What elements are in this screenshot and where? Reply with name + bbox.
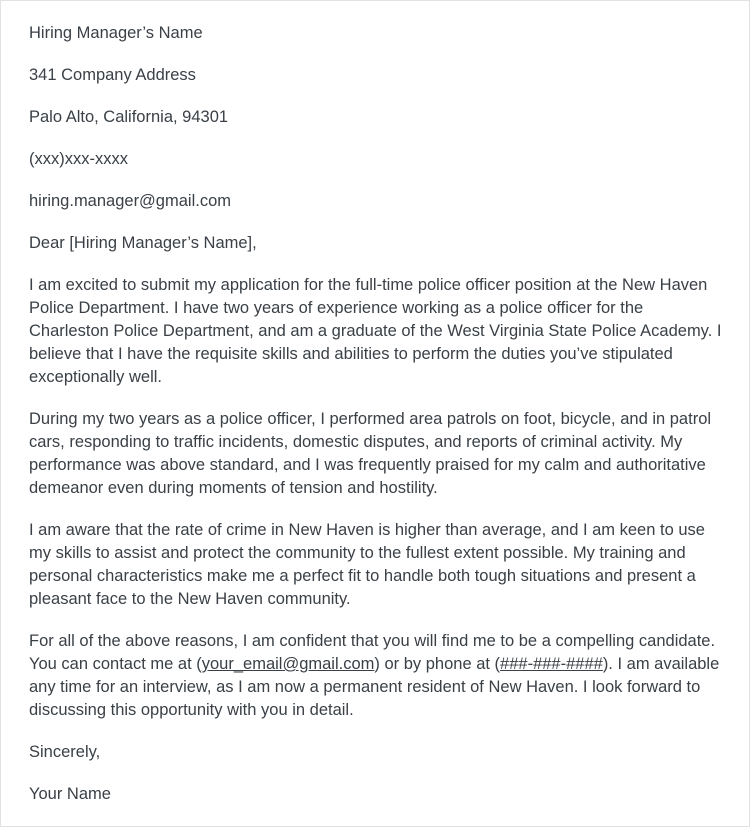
recipient-name: Hiring Manager’s Name <box>29 24 203 42</box>
contact-text-1: For all of the above reasons, I am confident that you will find me to be a compelling candidate. You can contact me at ( <box>29 632 716 673</box>
email-link[interactable]: your_email@gmail.com <box>201 655 375 673</box>
phone-link[interactable]: ###-###-#### <box>500 655 603 673</box>
paragraph-introduction: I am excited to submit my application for the full-time police officer position at the New Haven Police Department. I have two years of experience working as a police officer for the Charleston Police Department, and am a graduate of the West Virginia State Police Academy. I believe that I have the requisite skills and abilities to perform the duties you’ve stipulated exceptionally well. <box>29 276 722 386</box>
paragraph-motivation: I am aware that the rate of crime in New Haven is higher than average, and I am keen to use my skills to assist and protect the community to the fullest extent possible. My training and personal characteristics make me a perfect fit to handle both tough situations and present a pleasant face to the New Haven community. <box>29 521 705 608</box>
city-state-zip: Palo Alto, California, 94301 <box>29 108 229 126</box>
phone-placeholder: (xxx)xxx-xxxx <box>29 150 128 168</box>
paragraph-experience: During my two years as a police officer, I performed area patrols on foot, bicycle, and in patrol cars, responding to traffic incidents, domestic disputes, and reports of criminal activity. My performance was above standard, and I was frequently praised for my calm and authoritative demeanor even during moments of tension and hostility. <box>29 410 712 497</box>
salutation: Dear [Hiring Manager’s Name], <box>29 234 257 252</box>
paragraph-contact <box>29 630 723 722</box>
company-address: 341 Company Address <box>29 66 196 84</box>
contact-text-2: ) or by phone at ( <box>374 655 501 673</box>
recipient-email: hiring.manager@gmail.com <box>29 192 231 210</box>
contact-text-3: ). I am available any time for an interview, as I am now a permanent resident of New Haven. I look forward to discussing this opportunity with you in detail. <box>29 655 720 719</box>
signature: Your Name <box>29 785 111 803</box>
closing: Sincerely, <box>29 743 101 761</box>
